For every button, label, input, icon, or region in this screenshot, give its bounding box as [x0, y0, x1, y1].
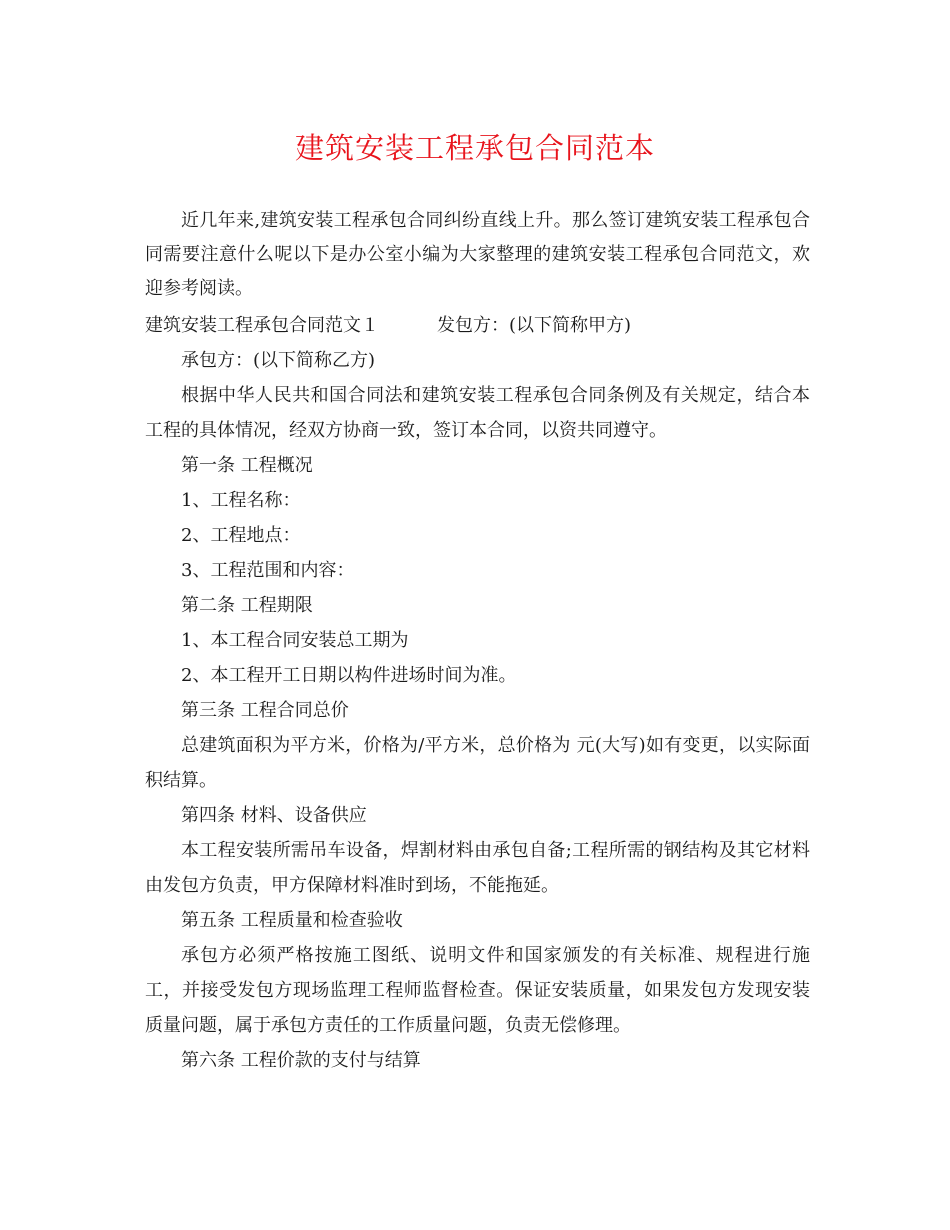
- sample-heading: 建筑安装工程承包合同范文１: [145, 315, 379, 336]
- party-a: 发包方：(以下简称甲方): [437, 315, 632, 336]
- document-title: 建筑安装工程承包合同范本: [294, 131, 655, 165]
- intro-paragraph: 近几年来,建筑安装工程承包合同纠纷直线上升。那么签订建筑安装工程承包合同需要注意什么呢以下是办公室小编为大家整理的建筑安装工程承包合同范文，欢迎参考阅读。: [145, 210, 810, 299]
- article-1-item: 2、工程地点：: [181, 525, 301, 546]
- article-1-heading: 第一条 工程概况: [181, 455, 313, 476]
- party-b: 承包方：(以下简称乙方): [181, 350, 376, 371]
- article-1-item: 1、工程名称：: [181, 490, 301, 511]
- article-1-item: 3、工程范围和内容：: [181, 560, 355, 581]
- article-3-text: 总建筑面积为平方米，价格为/平方米，总价格为 元(大写)如有变更，以实际面积结算。: [145, 735, 810, 791]
- preamble-paragraph: 根据中华人民共和国合同法和建筑安装工程承包合同条例及有关规定，结合本工程的具体情况，经双方协商一致，签订本合同，以资共同遵守。: [145, 385, 810, 441]
- article-4-text: 本工程安装所需吊车设备，焊割材料由承包自备;工程所需的钢结构及其它材料由发包方负责，甲方保障材料准时到场，不能拖延。: [145, 840, 810, 896]
- article-2-heading: 第二条 工程期限: [181, 595, 313, 616]
- article-2-item: 1、本工程合同安装总工期为: [181, 630, 409, 651]
- article-6-heading: 第六条 工程价款的支付与结算: [181, 1050, 421, 1071]
- article-5-heading: 第五条 工程质量和检查验收: [181, 910, 403, 931]
- article-3-heading: 第三条 工程合同总价: [181, 700, 349, 721]
- article-4-heading: 第四条 材料、设备供应: [181, 805, 367, 826]
- sample-heading-line: [145, 308, 810, 343]
- article-5-text: 承包方必须严格按施工图纸、说明文件和国家颁发的有关标准、规程进行施工，并接受发包方现场监理工程师监督检查。保证安装质量，如果发包方发现安装质量问题，属于承包方责任的工作质量问题，负责无偿修理。: [145, 945, 810, 1036]
- article-2-item: 2、本工程开工日期以构件进场时间为准。: [181, 665, 517, 686]
- document-body: [145, 204, 810, 1078]
